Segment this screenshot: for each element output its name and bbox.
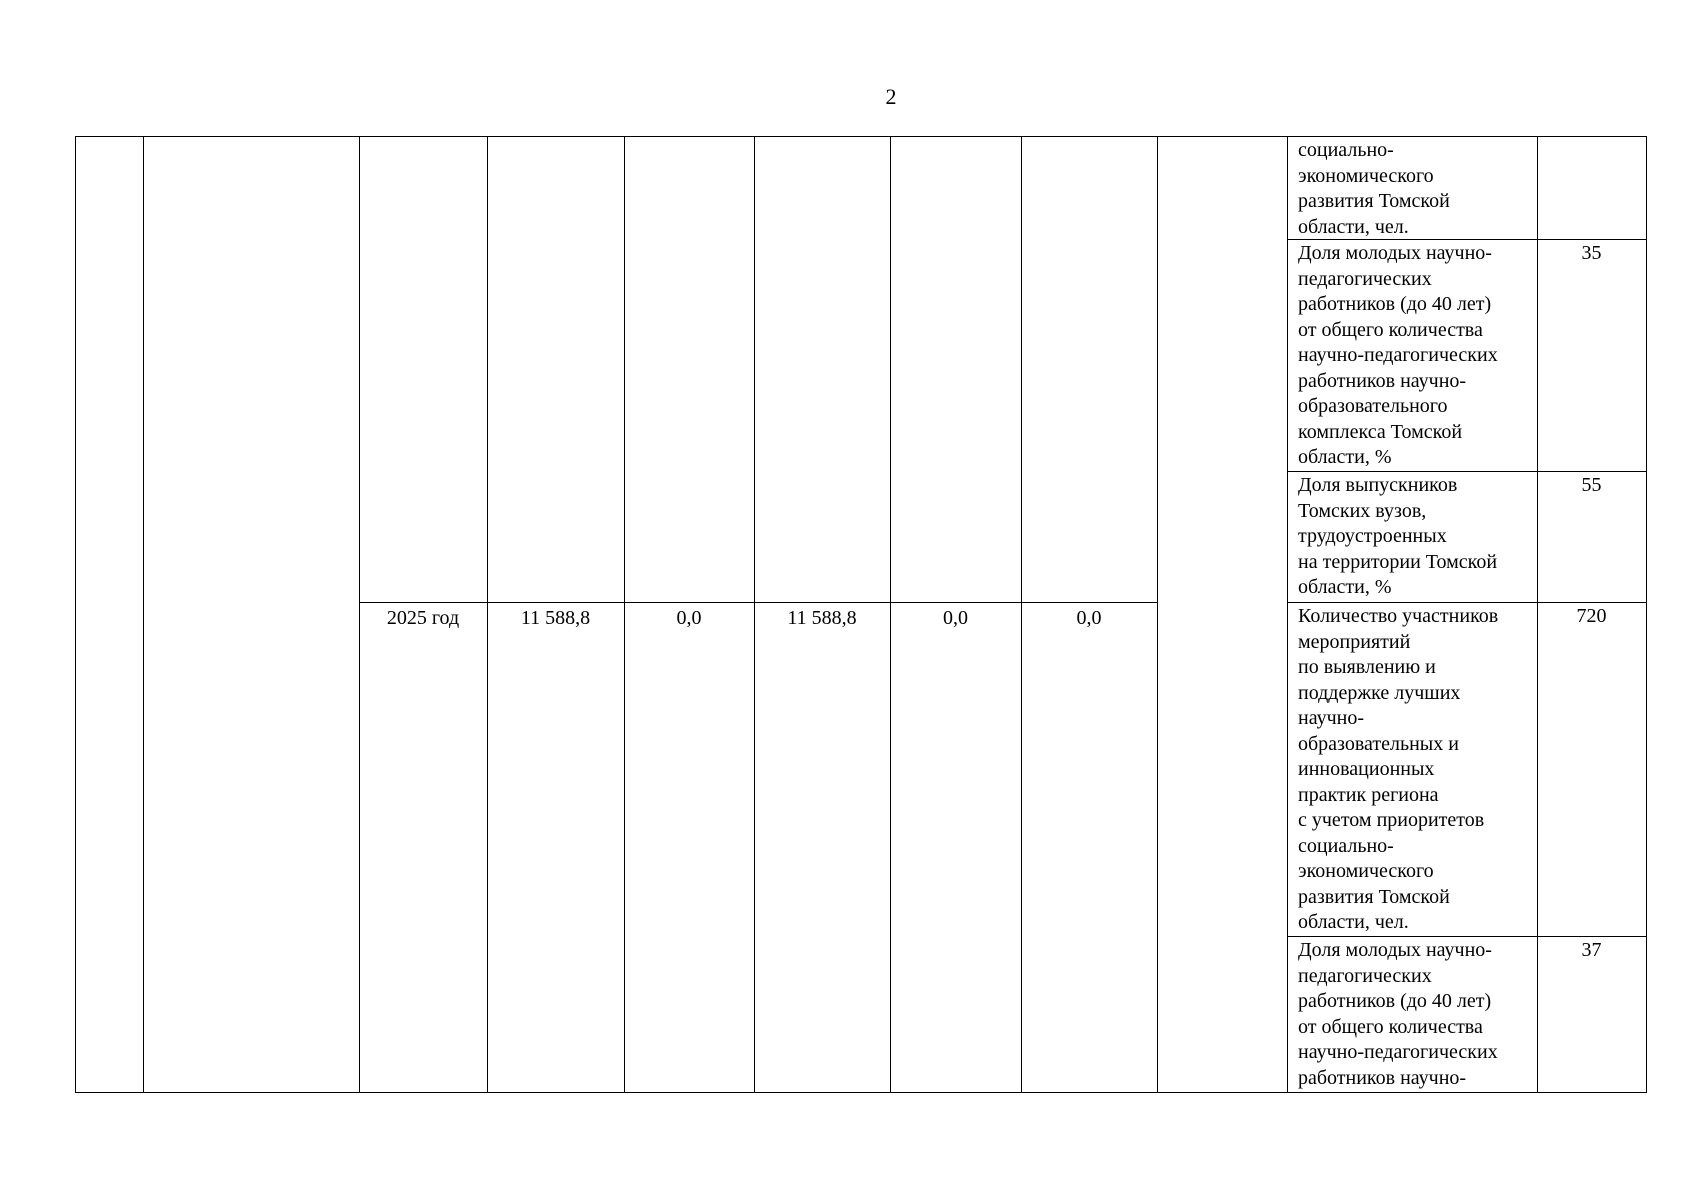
local-funding-cell: 0,0 [943,607,968,629]
indicator-value-cell: 37 [1581,939,1602,961]
federal-funding-cell: 0,0 [676,607,702,629]
total-funding-cell: 11 588,8 [520,607,591,629]
col-border [1646,136,1647,1092]
indicator-value-cell: 55 [1581,474,1602,496]
col-border [1157,136,1158,1092]
indicator-separator [1287,602,1647,603]
page-number: 2 [885,84,897,109]
regional-funding-cell: 11 588,8 [787,607,857,629]
indicator-separator [1287,471,1647,472]
col-border [75,136,76,1092]
year-row-separator [359,602,1157,603]
indicator-name-cell: Количество участников мероприятий по выявлению и поддержке лучших научно- образовательных и инновационных практик региона с учетом приоритетов социально- экономического развития Томской области, чел. [1298,605,1499,933]
extra-funding-cell: 0,0 [1076,607,1102,629]
col-border [143,136,144,1092]
indicator-name-cell: Доля молодых научно- педагогических работников (до 40 лет) от общего количества научно-педагогических работников научно- [1298,939,1498,1089]
indicator-separator [1287,936,1647,937]
indicator-name-cell: Доля выпускников Томских вузов, трудоустроенных на территории Томской области, % [1298,474,1498,598]
table-bottom-border [75,1092,1647,1093]
indicator-name-cell: Доля молодых научно- педагогических работников (до 40 лет) от общего количества научно-педагогических работников научно- образовательного комплекса Томской области, % [1298,242,1498,468]
indicator-name-cell: социально- экономического развития Томской области, чел. [1298,139,1450,238]
indicator-value-cell: 720 [1576,605,1607,627]
table-top-border [75,136,1647,137]
indicator-value-cell: 35 [1581,242,1602,264]
year-cell: 2025 год [386,607,460,629]
indicator-separator [1287,239,1647,240]
